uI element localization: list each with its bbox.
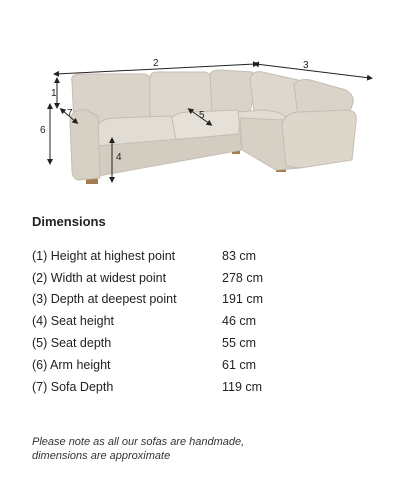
dimension-label: (5) Seat depth: [32, 336, 112, 351]
dimension-label: (6) Arm height: [32, 357, 111, 372]
dimension-row-seat-height: [32, 310, 372, 332]
dimension-row-depth: [32, 289, 372, 311]
dimension-marker-3: 3: [303, 60, 309, 71]
dimension-row-seat-depth: [32, 332, 372, 354]
dimension-label: (3) Depth at deepest point: [32, 292, 177, 307]
dimension-marker-5: 5: [199, 110, 205, 121]
dimension-label: (1) Height at highest point: [32, 248, 176, 263]
dimension-value: 191 cm: [222, 292, 263, 307]
dimension-value: 119 cm: [222, 379, 263, 394]
dimension-row-width: [32, 267, 372, 289]
sofa-figure: [0, 0, 400, 205]
dimension-marker-6: 6: [40, 125, 46, 136]
note-line: dimensions are approximate: [32, 450, 171, 462]
sofa-illustration: [70, 70, 356, 184]
dimension-row-height: [32, 245, 372, 267]
handmade-note: [32, 435, 372, 463]
dimension-value: 83 cm: [222, 248, 257, 263]
dimension-value: 278 cm: [222, 270, 263, 285]
dimension-row-arm-height: [32, 354, 372, 376]
dimension-label: (7) Sofa Depth: [32, 379, 114, 394]
dimensions-heading: Dimensions: [32, 214, 106, 229]
dimension-marker-4: 4: [116, 152, 122, 163]
sofa-dimension-diagram: [0, 0, 400, 205]
dimension-row-sofa-depth: [32, 376, 372, 398]
dimension-value: 46 cm: [222, 314, 257, 329]
dimension-label: (2) Width at widest point: [32, 270, 167, 285]
note-line: Please note as all our sofas are handmade,: [32, 436, 245, 448]
dimension-marker-7: 7: [67, 108, 73, 119]
dimension-marker-2: 2: [153, 58, 159, 69]
sofa-arm-right: [282, 110, 356, 168]
dimension-value: 55 cm: [222, 336, 257, 351]
dimensions-list: [32, 245, 372, 398]
dimension-value: 61 cm: [222, 357, 257, 372]
dimension-marker-1: 1: [51, 88, 57, 99]
dimension-label: (4) Seat height: [32, 314, 114, 329]
back-cushion: [210, 70, 257, 116]
